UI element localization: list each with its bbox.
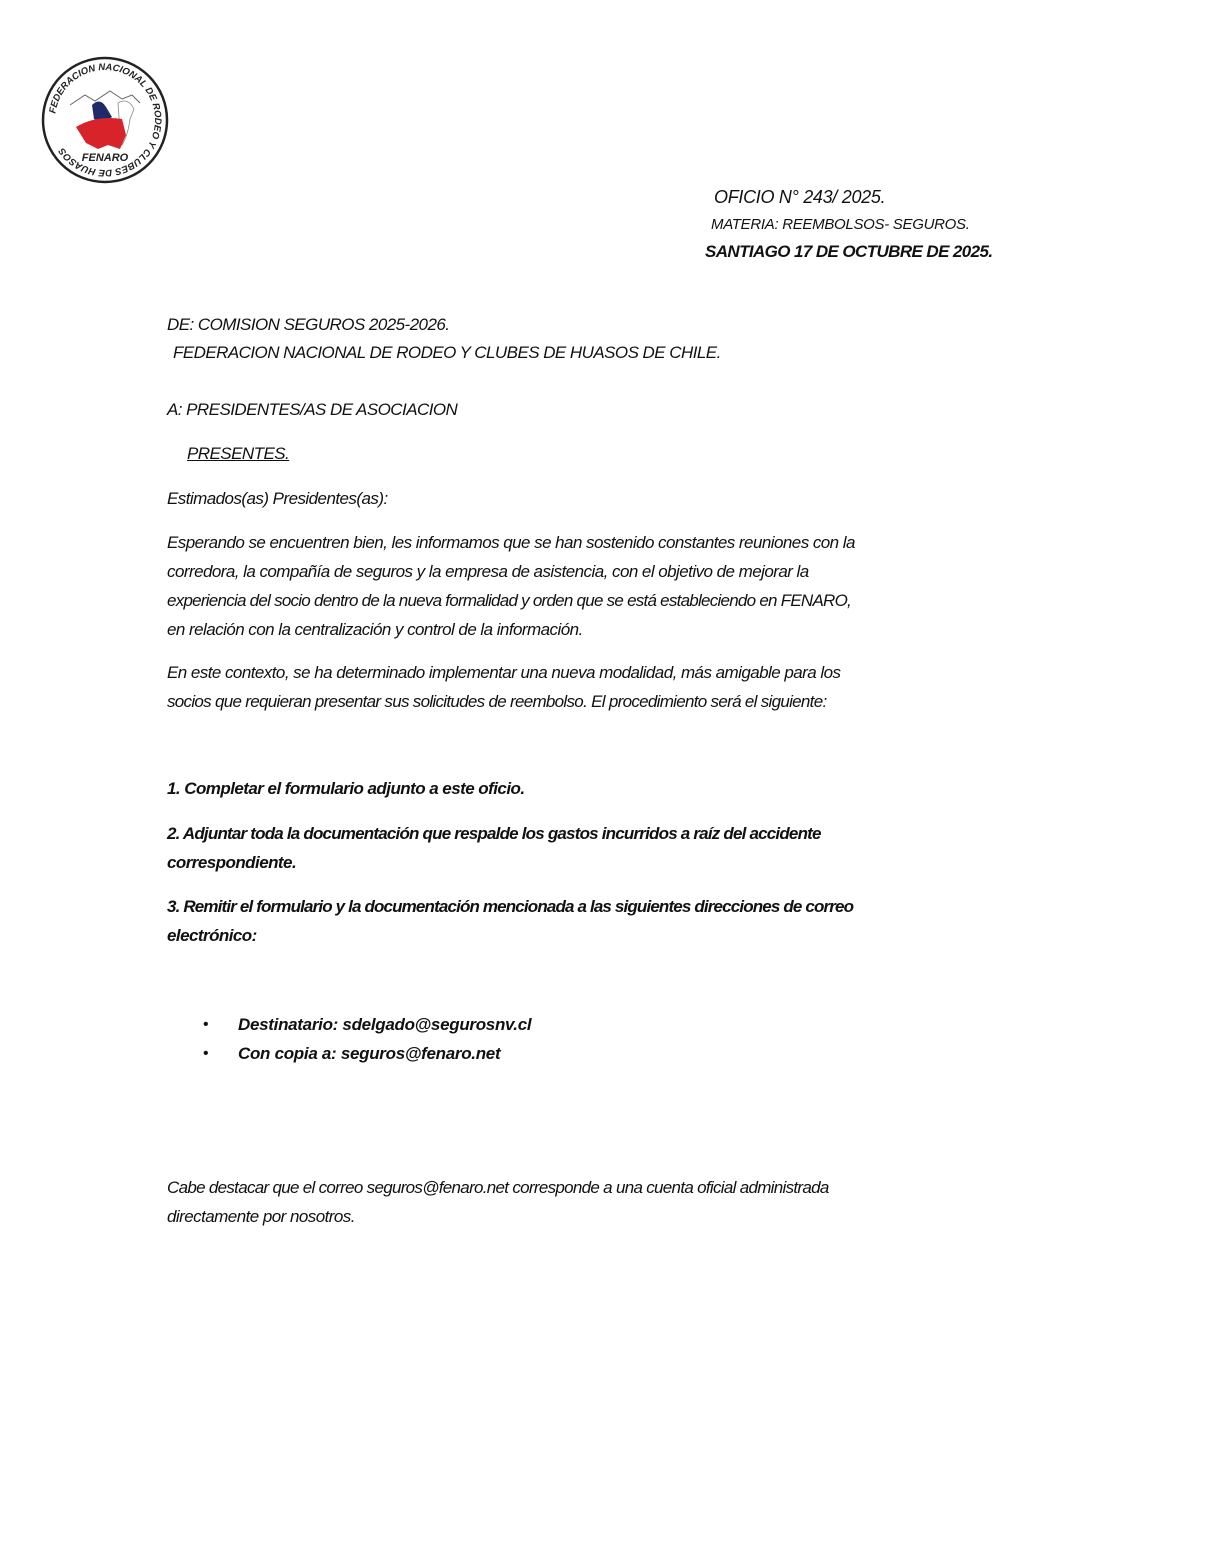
para2-line: socios que requieran presentar sus solicitudes de reembolso. El procedimiento será el siguiente:: [167, 692, 827, 711]
to-line-1: A: PRESIDENTES/AS DE ASOCIACION: [167, 400, 458, 419]
step-1: 1. Completar el formulario adjunto a este oficio.: [167, 779, 525, 798]
fenaro-logo: [40, 55, 170, 185]
email-cc[interactable]: Con copia a: seguros@fenaro.net: [238, 1044, 501, 1063]
closing-line: Cabe destacar que el correo seguros@fenaro.net corresponde a una cuenta oficial administrada: [167, 1178, 829, 1197]
para1-line: en relación con la centralización y control de la información.: [167, 620, 583, 639]
logo-ring-text: FEDERACION NACIONAL DE RODEO Y CLUBES DE HUASOS: [47, 61, 164, 179]
para1-line: experiencia del socio dentro de la nueva formalidad y orden que se está estableciendo en FENARO,: [167, 591, 852, 610]
date-line: SANTIAGO 17 DE OCTUBRE DE 2025.: [705, 242, 993, 261]
from-line-1: DE: COMISION SEGUROS 2025-2026.: [167, 315, 450, 334]
logo-center-text: FENARO: [81, 152, 129, 164]
para1-line: corredora, la compañía de seguros y la empresa de asistencia, con el objetivo de mejorar la: [167, 562, 809, 581]
bullet-icon: •: [203, 1045, 209, 1062]
from-line-2: FEDERACION NACIONAL DE RODEO Y CLUBES DE HUASOS DE CHILE.: [173, 343, 721, 362]
materia: MATERIA: REEMBOLSOS- SEGUROS.: [711, 216, 970, 233]
to-line-2: PRESENTES.: [187, 444, 290, 463]
para2-line: En este contexto, se ha determinado implementar una nueva modalidad, más amigable para los: [167, 663, 841, 682]
oficio-number: OFICIO N° 243/ 2025.: [714, 187, 886, 207]
greeting: Estimados(as) Presidentes(as):: [167, 489, 388, 508]
closing-line: directamente por nosotros.: [167, 1207, 355, 1226]
step-3-line-2: electrónico:: [167, 926, 257, 945]
step-2-line-2: correspondiente.: [167, 853, 297, 872]
para1-line: Esperando se encuentren bien, les informamos que se han sostenido constantes reuniones con la: [167, 533, 855, 552]
step-3-line-1: 3. Remitir el formulario y la documentación mencionada a las siguientes direcciones de correo: [167, 897, 854, 916]
step-2-line-1: 2. Adjuntar toda la documentación que respalde los gastos incurridos a raíz del accidente: [167, 824, 821, 843]
bullet-icon: •: [203, 1016, 209, 1033]
email-recipient[interactable]: Destinatario: sdelgado@segurosnv.cl: [238, 1015, 532, 1034]
